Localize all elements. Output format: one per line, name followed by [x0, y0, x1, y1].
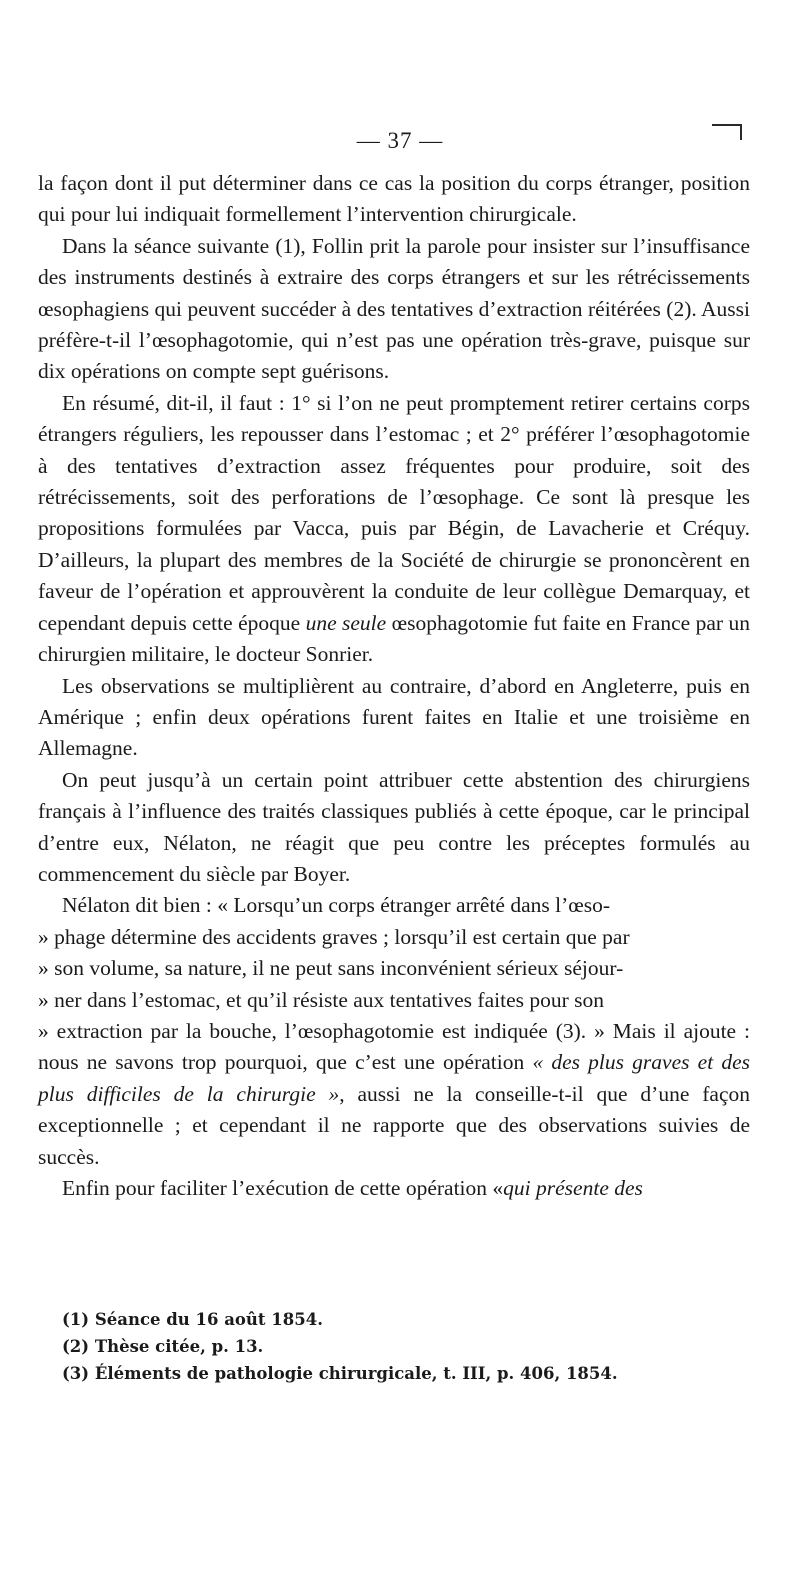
- emphasis: une seule: [305, 610, 387, 635]
- paragraph: Les observations se multiplièrent au contraire, d’abord en Angleterre, puis en Amérique ; enfin deux opérations furent faites en Italie et une troisième en Allemagne.: [38, 673, 750, 761]
- paragraph-text: » extraction par la bouche, l’œsophagotomie est indiquée (3). » Mais il ajoute : nous ne savons trop pourquoi, que c’est une opération: [38, 1018, 750, 1075]
- paragraph: la façon dont il put déterminer dans ce cas la position du corps étranger, position qui pour lui indiquait formellement l’intervention chirurgicale.: [38, 171, 750, 227]
- emphasis: qui présente des: [503, 1176, 643, 1200]
- body-text: [38, 168, 750, 1204]
- quote-line: » son volume, sa nature, il ne peut sans inconvénient sérieux séjour-: [38, 956, 624, 981]
- paragraph-text: , aussi ne la conseille-t-il que d’une façon exceptionnelle ; et cependant il ne rapporte que des observations suivies de succès.: [38, 1081, 750, 1169]
- paragraph-text: en France par un chirurgien militaire, le docteur Sonrier.: [38, 610, 750, 667]
- quote-line: » ner dans l’estomac, et qu’il résiste aux tentatives faites pour son: [38, 987, 605, 1012]
- footnote: (1) Séance du 16 août 1854.: [62, 1310, 323, 1329]
- emphasis: « des plus graves et des plus difficiles de la chirurgie »: [38, 1050, 751, 1106]
- paragraph: Dans la séance suivante (1), Follin prit la parole pour insister sur l’insuffisance des instruments destinés à extraire des corps étrangers et sur les rétrécissements œsophagiens qui peuvent succéder à des tentatives d’extraction réitérées (2). Aussi préfère-t-il l’œsophagotomie, qui n’est pas une opération très-grave, puisque sur dix opérations on compte sept guérisons.: [38, 233, 750, 384]
- page-number: — 37 —: [356, 128, 444, 153]
- paragraph: On peut jusqu’à un certain point attribuer cette abstention des chirurgiens français à l’influence des traités classiques publiés à cette époque, car le principal d’entre eux, Nélaton, ne réagit que peu contre les préceptes formulés au commencement du siècle par Boyer.: [38, 767, 750, 886]
- paragraph: [38, 1173, 750, 1204]
- quote-line: » phage détermine des accidents graves ; lorsqu’il est certain que par: [38, 924, 630, 949]
- paragraph: [38, 388, 750, 671]
- paragraph-text: Enfin pour faciliter l’exécution de cette opération «: [62, 1176, 504, 1200]
- footnote: (3) Éléments de pathologie chirurgicale, t. III, p. 406, 1854.: [62, 1364, 618, 1383]
- footnotes: [62, 1306, 752, 1387]
- paragraph-text: œsophagotomie fut faite: [386, 610, 601, 635]
- paragraph-text: En résumé, dit-il, il faut : 1° si l’on ne peut promptement retirer certains corps étrangers réguliers, les repousser dans l’estomac ; et 2° préférer l’œsophagotomie à des tentatives d’extraction assez fréquentes pour produire, soit des rétrécissements, soit des perforations de l’œsophage. Ce sont là presque les propositions formulées par Vacca, puis par Bégin, de Lavacherie et Créquy. D’ailleurs, la plupart des membres de la Société de chirurgie se prononcèrent en faveur de l’opération et approuvèrent la conduite de leur collègue Demarquay, et cependant depuis cette époque: [38, 390, 750, 635]
- paragraph: [38, 1016, 750, 1173]
- corner-mark: [712, 124, 742, 140]
- paragraph: Nélaton dit bien : « Lorsqu’un corps étranger arrêté dans l’œso-: [62, 893, 611, 918]
- footnote: (2) Thèse citée, p. 13.: [62, 1337, 264, 1356]
